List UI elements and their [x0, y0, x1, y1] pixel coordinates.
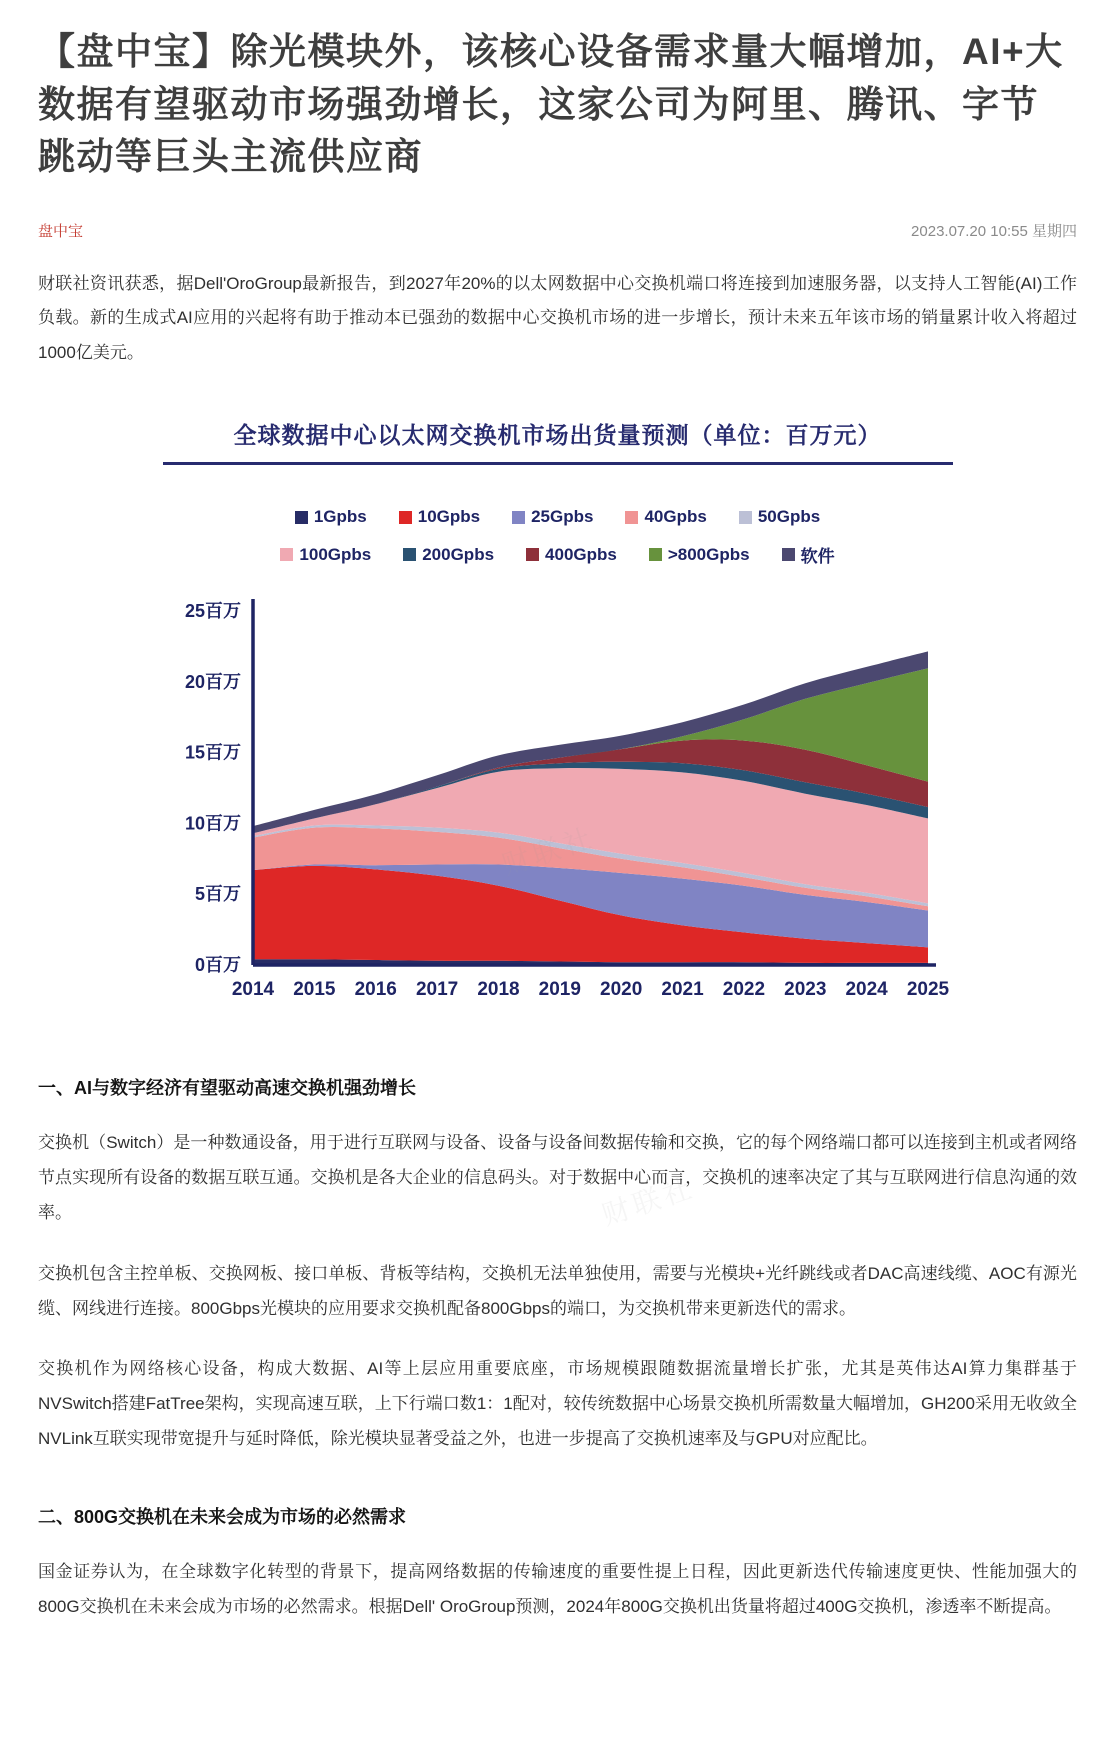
- chart-canvas: [163, 583, 953, 1028]
- x-tick-label: 2022: [722, 979, 765, 1001]
- y-tick-label: 0百万: [194, 955, 241, 976]
- legend-item-50Gpbs: [739, 507, 820, 527]
- legend-item-1Gpbs: [295, 507, 367, 527]
- chart-title-rule: [163, 462, 953, 465]
- section-heading-2: 二、800G交换机在未来会成为市场的必然需求: [38, 1506, 407, 1527]
- legend-swatch-icon: [739, 511, 752, 524]
- legend-swatch-icon: [782, 548, 795, 561]
- x-tick-label: 2020: [599, 979, 642, 1001]
- legend-label: 40Gpbs: [644, 507, 707, 527]
- legend-label: 400Gpbs: [545, 544, 617, 564]
- article-source-tag[interactable]: 盘中宝: [38, 222, 84, 240]
- market-forecast-chart: [163, 417, 953, 1028]
- y-tick-label: 10百万: [184, 813, 241, 834]
- legend-row: [295, 507, 820, 527]
- y-tick-label: 5百万: [194, 884, 241, 905]
- chart-title: 全球数据中心以太网交换机市场出货量预测（单位：百万元）: [233, 423, 882, 449]
- article-title: 【盘中宝】除光模块外，该核心设备需求量大幅增加，AI+大数据有望驱动市场强劲增长，这家公司为阿里、腾讯、字节跳动等巨头主流供应商: [38, 31, 1064, 178]
- watermark: 财联社: [598, 1171, 699, 1232]
- legend-item-100Gpbs: [280, 542, 371, 567]
- legend-label: 50Gpbs: [757, 507, 821, 527]
- legend-swatch-icon: [512, 511, 525, 524]
- legend-swatch-icon: [399, 511, 412, 524]
- x-tick-label: 2016: [354, 979, 397, 1001]
- legend-swatch-icon: [280, 548, 293, 561]
- x-tick-label: 2025: [906, 979, 949, 1001]
- y-tick-label: 20百万: [184, 671, 241, 692]
- legend-item->800Gpbs: [649, 542, 750, 567]
- legend-swatch-icon: [295, 511, 308, 524]
- intro-paragraph: 财联社资讯获悉，据Dell'OroGroup最新报告，到2027年20%的以太网数据中心交换机端口将连接到加速服务器，以支持人工智能(AI)工作负载。新的生成式AI应用的兴起将有助于推动本已强劲的数据中心交换机市场的进一步增长，预计未来五年该市场的销量累计收入将超过1000亿美元。: [38, 273, 1077, 363]
- legend-label: >800Gpbs: [667, 544, 750, 564]
- legend-item-25Gpbs: [512, 507, 593, 527]
- legend-row: [280, 542, 834, 567]
- legend-swatch-icon: [403, 548, 416, 561]
- meta-row: [38, 220, 1077, 241]
- y-tick-label: 25百万: [184, 601, 241, 622]
- legend-item-200Gpbs: [403, 542, 494, 567]
- section-1-paragraph-2: 交换机包含主控单板、交换网板、接口单板、背板等结构，交换机无法单独使用，需要与光模块+光纤跳线或者DAC高速线缆、AOC有源光缆、网线进行连接。800Gbps光模块的应用要求交换机配备800Gbps的端口，为交换机带来更新迭代的需求。: [38, 1263, 1077, 1318]
- x-tick-label: 2014: [231, 979, 274, 1001]
- legend-label: 1Gpbs: [313, 507, 367, 527]
- section-1-paragraph-1: 交换机（Switch）是一种数通设备，用于进行互联网与设备、设备与设备间数据传输和交换，它的每个网络端口都可以连接到主机或者网络节点实现所有设备的数据互联互通。交换机是各大企业的信息码头。对于数据中心而言，交换机的速率决定了其与互联网进行信息沟通的效率。: [38, 1133, 1077, 1222]
- legend-label: 100Gpbs: [299, 544, 372, 564]
- legend-label: 10Gpbs: [417, 507, 481, 527]
- section-2-paragraph-1: 国金证券认为，在全球数字化转型的背景下，提高网络数据的传输速度的重要性提上日程，因此更新迭代传输速度更快、性能加强大的800G交换机在未来会成为市场的必然需求。根据Dell' OroGroup预测，2024年800G交换机出货量将超过400G交换机，渗透率不断提高。: [38, 1561, 1077, 1616]
- legend-label: 200Gpbs: [422, 544, 495, 564]
- section-heading-1: 一、AI与数字经济有望驱动高速交换机强劲增长: [38, 1078, 416, 1099]
- legend-item-400Gpbs: [526, 542, 617, 567]
- article-datetime: 2023.07.20 10:55 星期四: [911, 222, 1077, 240]
- x-tick-label: 2024: [844, 979, 888, 1001]
- x-tick-label: 2021: [660, 979, 704, 1001]
- legend-label: 25Gpbs: [531, 507, 594, 527]
- y-tick-label: 15百万: [184, 742, 241, 763]
- legend-item-软件: [782, 542, 835, 567]
- chart-legend: [163, 507, 953, 567]
- x-tick-label: 2023: [783, 979, 826, 1001]
- legend-swatch-icon: [625, 511, 638, 524]
- x-tick-label: 2017: [415, 979, 458, 1001]
- x-tick-label: 2018: [476, 979, 520, 1001]
- x-tick-label: 2019: [538, 979, 581, 1001]
- legend-item-10Gpbs: [399, 507, 480, 527]
- section-1-paragraph-3: 交换机作为网络核心设备，构成大数据、AI等上层应用重要底座，市场规模跟随数据流量增长扩张，尤其是英伟达AI算力集群基于NVSwitch搭建FatTree架构，实现高速互联，上下行端口数1：1配对，较传统数据中心场景交换机所需数量大幅增加，GH200采用无收敛全NVLink互联实现带宽提升与延时降低，除光模块显著受益之外，也进一步提高了交换机速率及与GPU对应配比。: [38, 1359, 1077, 1449]
- x-tick-label: 2015: [292, 979, 336, 1001]
- legend-swatch-icon: [649, 548, 662, 561]
- legend-item-40Gpbs: [625, 507, 706, 527]
- legend-swatch-icon: [526, 548, 539, 561]
- legend-label: 软件: [800, 547, 835, 567]
